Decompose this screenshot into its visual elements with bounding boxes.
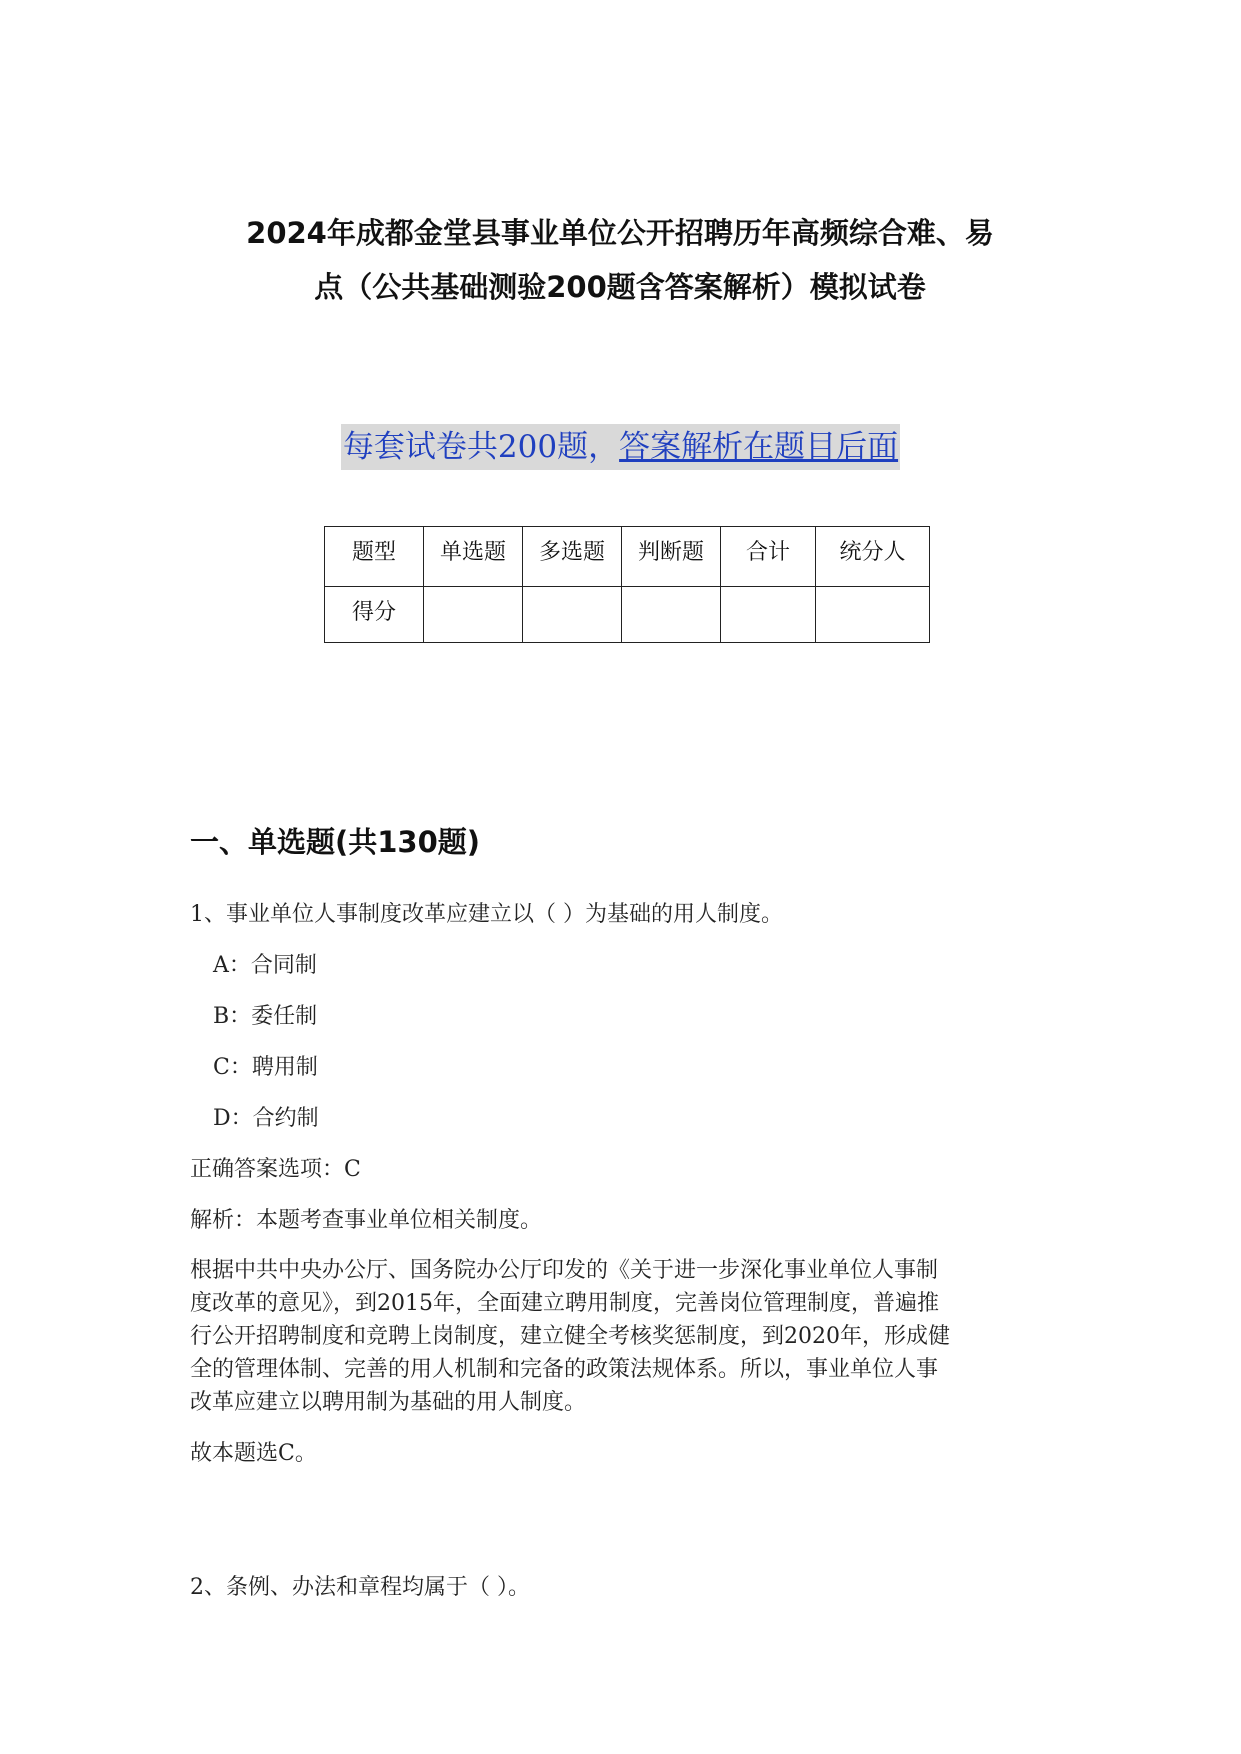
question-2-stem: 2、条例、办法和章程均属于（ ）。 [190,1575,530,1600]
row-label-score: 得分 [325,587,424,643]
score-cell-true-false[interactable] [622,587,721,643]
analysis-line: 改革应建立以聘用制为基础的用人制度。 [190,1390,587,1415]
header-cell-type: 题型 [325,527,424,587]
score-cell-single-choice[interactable] [424,587,523,643]
answer-location-link[interactable]: 答案解析在题目后面 [619,429,899,465]
question-1-option-d: D：合约制 [213,1106,319,1131]
header-cell-multi-choice: 多选题 [523,527,622,587]
question-1-stem: 1、事业单位人事制度改革应建立以（ ）为基础的用人制度。 [190,902,783,927]
header-cell-total: 合计 [721,527,816,587]
question-1-option-b: B：委任制 [213,1004,318,1029]
header-cell-single-choice: 单选题 [424,527,523,587]
score-table-score-row [325,587,930,643]
header-cell-scorer: 统分人 [816,527,930,587]
score-table [324,526,930,643]
score-cell-scorer[interactable] [816,587,930,643]
question-1-option-a: A：合同制 [213,953,317,978]
analysis-line: 根据中共中央办公厅、国务院办公厅印发的《关于进一步深化事业单位人事制 [190,1258,939,1283]
document-title [180,206,1060,314]
question-1-option-c: C：聘用制 [213,1055,318,1080]
question-1-analysis-intro: 解析：本题考查事业单位相关制度。 [190,1208,543,1233]
notice-banner-highlight [341,424,900,470]
analysis-line: 全的管理体制、完善的用人机制和完备的政策法规体系。所以，事业单位人事 [190,1357,939,1382]
notice-banner [0,424,1241,470]
title-line-2: 点（公共基础测验200题含答案解析）模拟试卷 [314,270,926,304]
analysis-line: 行公开招聘制度和竞聘上岗制度，建立健全考核奖惩制度，到2020年，形成健 [190,1324,950,1349]
question-1-conclusion: 故本题选C。 [190,1441,317,1466]
header-cell-true-false: 判断题 [622,527,721,587]
analysis-line: 度改革的意见》，到2015年，全面建立聘用制度，完善岗位管理制度，普遍推 [190,1291,939,1316]
section-heading: 一、单选题(共130题) [190,825,481,859]
title-line-1: 2024年成都金堂县事业单位公开招聘历年高频综合难、易 [246,216,994,250]
notice-text: 每套试卷共200题， [342,429,620,465]
score-cell-multi-choice[interactable] [523,587,622,643]
score-cell-total[interactable] [721,587,816,643]
score-table-header-row [325,527,930,587]
question-1-analysis-body [190,1254,1050,1419]
question-1-answer: 正确答案选项：C [190,1157,361,1182]
